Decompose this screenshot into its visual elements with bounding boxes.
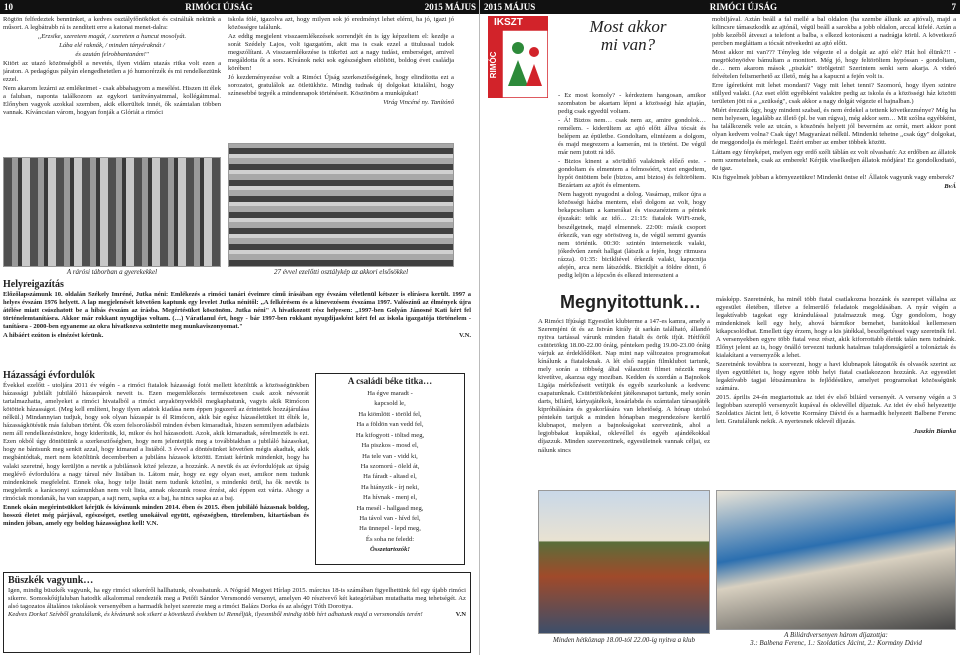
ikszt-logo — [488, 16, 548, 98]
song-line: ,,Erzsike, szeretem magát, / szeretem a huncut mosolyát. — [37, 33, 187, 41]
song-line: Lába elé raknák, / minden tányéraknát / — [59, 42, 165, 50]
paragraph: A Rimóci Ifjúsági Egyesület klubterme a 147-es kamra, amely a Szeremjéni út és az István király út sarkán található, állandó nyitva tartással várunk minden fiatalt és örök ifjút. Hétfőtől csütörtökig 18.00-22.00 óráig, pénteken pedig 19.00-23.00 óráig várjuk az érdeklődőket. Nap mint nap változatos programokat kínálunk a fiataloknak. A lét első napján filmklubot tartunk, mely során a többség által választott filmet nézzük meg kivetítve, akarzsa egy moziban. Kedden és szerdán a Bajnokok Ligája mérkőzéseit vetítjük és egyéb szurkolunk a kedvenc csapatunknak. Csütörtökönként játékesnapot tartunk, mely során darts, biliárd, kártyajátékok, kosárlabda és számtalan társasjáték kipróbálására és gyakorlására van lehetőség. A hónap utolsó péntekén tartjuk a minden hónapban megrendezésre kerülő klubnapot, melyen a bajnokságokat szervezünk, ahol a legjobbakat kupákkal, oklevéllel és egyéb ajándékokkal díjazzuk. Minden szervezettnek, egyesületnek vannak céljai, ez nálunk sincs — [538, 318, 710, 454]
paragraph: Nem akarom lezárni az emlékeimet - csak abbahagyom a mesélést. Hiszen itt élek a faluban, naponta találkozom az egykori tanítványaimmal, kollégáimmal. Előnyben vagyok azokkal szemben, akik elkerültek innét, ők számtalan többen vannak. Kíváncsian várom, hogyan fonják a Glóriát a rimóci — [3, 85, 221, 117]
correction-apology: A hibáért ezúton is elnézést kérünk. V.N. — [3, 331, 471, 339]
camp-photo — [3, 157, 221, 267]
right-page — [480, 0, 960, 655]
paragraph: 2015. április 24-én megtartottuk az idei év első biliárd versenyét. A verseny végén a 3 legjobban szereplő versenyzőt kupával és oklevéllel díjaztuk. Az idei év első helyezettje Szoldatics Jácint lett, ő követte Kormány Dávid és a harmadik helyezett Balbene Ferenc lett. Gratulálunk nekik. A nyertesnek oklevél díjazás. — [716, 394, 956, 426]
poem-line: Ha mesél - hallgasd meg, — [356, 504, 424, 512]
club-column-2 — [716, 296, 956, 486]
poem-line: Ha a földön van vedd fel, — [356, 421, 424, 429]
poem-line: Ha hívnak - menj el, — [362, 494, 417, 502]
anniversary-section — [3, 370, 309, 570]
paragraph: Láttam egy fényképet, melyen egy erdő széli táblán ez volt olvasható: Az erdőben az állatok nem szemetelnek, csak az emberek! Kérjük viselkedjen állatok módjára! Ez gondolkodtató, de igaz. — [712, 148, 956, 172]
left-page-header — [0, 0, 480, 14]
anniversary-text: Évekkel ezelőtt - utoljára 2011 év végén - a rimóci fiatalok házassági fotói mellett közöltük a közösségünkben házassági jubilált jubiláló házaspárok neveit is. Ezen megemlékezés természetesen csak azok névsorát tartalmazhatta, amelyeket a rimóci hivatalból a rimóci anyakönyvekből megkaphatunk, vagyis akik Rimócon kötöttek házasságot. (Meg kell említeni, hogy ilyen adatok kiadása nem éppen jogszerű az érintettek hozzájárulása nélkül.) Mindannyian tudjuk, hogy sok olyan házaspár is él Rimócon, akik bár egész házaséletüket itt élték le, házasságkötésük más faluban történt. Ők ezen felsorolásból minden évben kimaradtak, hiszen semmilyen adatbázis nem áll rendelkezésünkre, hogy kiderítsük, ki, mikor és hol házasodott. Azok, akik kimaradtak, sérelmezték is ezt. Ezen okból úgy döntöttünk a szerkesztőségben, hogy nem jelentetjük meg a továbbiakban a jubiláló házasokat, hogy ne bántsunk meg senkit azzal, hogy kimarad a listából. 3 évvel a döntésünket követően mégis akadtak, akik megbántódtak, mert nem közöltünk decemberben a jubiláns házasok közötti. Emiatt kérünk mindenkit, hogy ha valaki szeretné, hogy kerüljön a nevük a jubilánsok közé jelezze, a hozzánk. A nevük és az évfordulójuk az újság meglévő évfordulóra a nagy társul név listában is. Látom már, hogy ez egy olyan eset, amikor nem tudunk mindenkinek megfelelni. Ennek oka, hogy telje listát nem tudunk közölni, s mindenki örül, ha ők nevük is megjelenik a karácsonyi számunkban nem volt lista, annak okozunk rossz érzést, aki éppen ezt várta. Ahogy a rimóciak mondanák, ha van szappan, a sajt nem, sapka ez a baj, ha nincs sapka az a baj. — [3, 382, 309, 502]
memoir-column-1 — [3, 16, 221, 156]
anniversary-title: Házassági évfordulók — [3, 370, 95, 381]
memoir-column-2 — [228, 16, 454, 141]
paragraph: Kis figyelmek jobban a környezetükre! Mindenki öntse el! Állatok vagyunk vagy emberek? — [712, 173, 955, 181]
poem-line: kapcsold le, — [374, 400, 406, 408]
page-number: 7 — [951, 1, 956, 12]
paragraph: Most akkor mi van??? Tényleg ide végezte el a dolgát az ajtó elé? Hát hol élünk?!! - megrökönyödve bámultam a monitort. Még jó, hogy feltöröltem hypóssan - gondoltam, de… nem akarom mások ,,piszkát" törölgetni! Szerintem senki sem akarja. A videó felvételen felismerhető az illető, még ha a kapucni a fején volt is. — [712, 49, 956, 81]
article-signature: BvÁ — [944, 182, 956, 190]
anniversary-signature: V.N. — [146, 519, 159, 527]
logo-side-text: RIMÓC — [489, 51, 499, 79]
poem-line: Ha távol van - hívd fel, — [359, 515, 421, 523]
club-signature: Juszkin Bianka — [913, 427, 956, 435]
poem-line: Ha tele van - vidd ki, — [362, 452, 418, 460]
paragraph: - Á! Biztos nem… csak nem az, amire gondolok… remélem. - kiderültem az ajtó előtt állva tócsát és belépem az épületbe. Gondoltam, elintézem a dolgom, és majd megrezem a kamerán, mi is történt. De végül már nem jutott rá idő. — [558, 117, 706, 157]
paragraph: másképp. Szeretnénk, ha minél több fiatal csatlakozna hozzánk és szerepet vállalna az egyesület életében, illetve a felmerülő feladatok megoldásában. A nyár végén a legaktívabb tagokat egy kirándulással jutalmazzuk meg. Úgy gondolom, hogy mindenkinek kell egy hely, ahová bármikor bemehet, barátokkal kellemesen kikapcsolódhat. Emellett úgy érzem, hogy a kis játékkal, beszélgetéssel vagy szeretnék fel. A versenyekben egyre több fiatal vesz részt, akik kiforrottabb életük talán nem tudnánk. Előnyt jelent az is, hogy önálló tervezni tudunk hatalmas tulajdonságáról a tolonáztak és kialakítani a versenyzők a lehet. — [716, 296, 956, 360]
logo-text: IKSZT — [494, 17, 523, 28]
issue-date: 2015 MÁJUS — [484, 1, 536, 12]
poem-title: A családi béke titka… — [347, 376, 433, 386]
winners-photo — [716, 490, 956, 630]
club-room-photo — [538, 490, 710, 634]
paragraph: - Biztos kinent a sör/üdítő valakinek előző este. - gondoltam és elmentem a felmosóért, vizet engedtem, hypót öntöttem bele (biztos, ami biztos) és feltöröltem. Bezártam az ajtót és elmentem. — [558, 158, 706, 190]
right-page-header — [480, 0, 960, 14]
author-signature: Virág Vincéné ny. Tanítónő — [383, 99, 454, 107]
poem-line: Ha piszkos - mosd el, — [361, 442, 419, 450]
paragraph: mobiljával. Aztán beáll a fal mellé a bal oldalon (ha szembe állunk az ajtóval), majd a kilincsre támaszkodik az ajtónál, végül beáll a sarokba a jobb oldalon, arccal kifelé. Aztán a jobb kezéből átveszi a telefont a balba, s elkezd kotorászni a nadrágja körül. A következő percben megláttam a tócsát növekedni az ajtó előtt. — [712, 16, 956, 48]
paragraph: Miért érezzük úgy, hogy mindent szabad, és nem érdekel a tettenk következménye? Még ha nem helyesen, legalább az illető (pl. be van rúgva), még akkor sem… Mit szólna egyébként, ha találkoznék vele az utcán, s köszönés helyett jól beverném az orrát, mert akkor pont olyan kedvem volna? Csak úgy! Magyarázat nélkül. Mindenki tehetne ,,csak úgy" dolgokat, de meggondolja és mérlegel. Ezért ember az ember többek között. — [712, 107, 956, 147]
paragraph: Nem hagyott nyugodni a dolog. Vasárnap, mikor újra a közösségi házba mentem, első dolgom az volt, hogy bekapcsoltam a kamerákat és visszanéztem a péntek éjszakát: telik az idő… 21:15: fiatalok WiFi-znek, beszélgetnek, majd elmennek. 22:00: másik csoport érkezik, van egy sörösüveg is, de végül semmi gyanús nem történik. 00:30: szintén internetezik valaki, jókedvűen zenét hallgat (látszik a fején, hogy ritmusra rázza). 01:35: bicikliével érkezik valaki, kapucnija afején, arca nem látszódik. Bicikljét a földre dönti, ő pedig leljön a lépcsőn és elkezd intereszteni a — [558, 191, 706, 279]
paragraph: iskola fölé, igazolva azt, hogy milyen sok jó eredményt lehet elérni, ha jó, igazi jó közösségre találunk. — [228, 16, 454, 32]
poem-line: Ha kiömlött - töröld fel, — [358, 410, 422, 418]
song-line: és azután felrobbantanám!" — [75, 51, 149, 59]
poem-line: Ha égve maradt - — [367, 389, 413, 397]
correction-title: Helyreigazítás — [3, 279, 64, 290]
paragraph: Kitört az utazó közönségből a nevetés, ilyen vidám utazás ritka volt ezen a járaton. A pedagógus pályán elengedhetetlen a jó humorérzék és mi rendelkeztünk ezzel. — [3, 60, 221, 84]
paragraph: Szeretnénk továbbra is szervezni, hogy a havi klubnapok látogatók és olvasók szerint az ilyen együttlétet is, hogy egyre több helyi fiatal csatlakozzon hozzánk. Az egyesület legaktívabb tagjai létszámunkra is fejlődésükre, amelyet programokat közösségünk számára. — [716, 361, 956, 393]
poem-line: És soha ne feledd: — [365, 535, 415, 543]
club-room-caption: Minden hétköznap 18.00-tól 22.00-ig nyitva a klub — [553, 636, 695, 644]
paper-name: RIMÓCI ÚJSÁG — [709, 1, 777, 12]
paragraph: Jó kezdeményezése volt a Rimóci Újság szerkesztőségének, hogy elindította ezt a sorozatot, gratulálok az ötletükhöz. Mindig tudnak új dolgokat kitalálni, hogy színesebbé tegyék a mindennapok történéseit. Köszönöm a munkájukat! — [228, 74, 454, 98]
poem-line: Ha kifogyott - töltsd meg, — [355, 431, 425, 439]
poem-closing: Összetartozók! — [370, 546, 410, 554]
paragraph: - Ez most komoly? - kérdeztem hangosan, amikor szombaton be akartam lépni a közösségi ház ajtaján, pedig csak egyedül voltam. — [558, 92, 706, 116]
anniversary-wishes: Ennek okán megérintsükket kérjük és kívánunk minden 2014. ében és 2015. ében jubiláló házasnak boldog, hosszú életet még párjával, egészséget, esetleg unokáival együtt, egészségben, türelemben, kitartásban és minden jóban, amely egy boldog házassághoz kell! V.N. — [3, 503, 309, 527]
correction-text: Előzőlapszámunk 10. oldalán Székely Imréné, Jutka néni: Emlékezés a rimóci tanári éveimre című írásában egy évszám véletlenül kétszer is elírásra került. 1997 a helyes évszám 1976 helyett. A lap megjelenését követően kaptunk egy levelet Jutka nénitől: ,,A felkérésem és a kinevezésem évszáma 1997. Valószínű az élmények újra átélése miatt csúszhatott be a hibás évszám az írásba. Megértésüket köszönöm. Jutka néni" A hivatkozott rész helyesen: ,,1997-ben Golyán Jánosné Kati kért fel történelemtanításra. Akkor már rokkant nyugdíjas voltam. (…) Váratlanul ért, hogy - bár 1997-ben rokkant nyugdíjasként kért fel az iskola igazgatója történelem - tanításra - 2000-ben egyaneme az okra hivatkozva szüntette meg munkaviszonyomat." — [3, 291, 471, 330]
proud-wishes: Kedves Dorka! Szívből gratulálunk, és kívánunk sok sikert a következő években is! Reméljük, ilyesmiből mindig több hírt adhatunk majd a versmondás terén! V.N — [8, 611, 466, 619]
poem-line: Ha szomorú - öleld át, — [360, 462, 420, 470]
page-number: 10 — [4, 1, 13, 12]
poem-box — [315, 373, 465, 565]
paragraph: Erre ígéretként mit lehet mondani? Vagy mit lehet tenni? Szomorú, hogy ilyen szintre süllyed valaki. (Az eset előtt egyébként valakire pedig az iskola és a közösségi ház közötti területen jött rá a ,,szükség", csak akkor a nagy dolgát végezte el hajnalban.) — [712, 82, 956, 106]
proud-section — [3, 572, 471, 653]
paragraph: Rögtön felfedeztek bennünket, a kedves osztályfőnököket és csinálták nekünk a műsort. A legbátrabb rá is zendített erre a katonai menet-dalra: — [3, 16, 221, 32]
correction-section — [3, 279, 471, 367]
camp-photo-caption: A rárósi táborban a gyerekekkel — [66, 268, 158, 276]
class-photo-caption: 27 évvel ezelőtti osztálykép az akkori elsősökkel — [273, 268, 409, 276]
club-title: Megnyitottunk… — [560, 292, 701, 312]
paper-name: RIMÓCI ÚJSÁG — [185, 1, 253, 12]
poem-line: Ha fáradt - altasd el, — [363, 473, 417, 481]
article-title: Most akkor mi van? — [589, 17, 667, 54]
proud-text: Igen, mindig büszkék vagyunk, ha egy rimóci sikeréről hallhatunk, olvashatunk. A Nógrád Megyei Hírlap 2015. március 18-is számában figyelhettünk fel egy újabb rimóci sikerre. Somoskőújfaluban hatodik alkalommal rendezték meg a Petőfi Sándor Versmondó versenyt, amelyen 40 résztvevő két kategóriában mutathatta meg tehetségét. Az alsó tagozatos általános iskolások versenyében a harmadik helyet szerezte meg a rimóci Balázs Dorka és az alsógyi Tóth Dorottya. — [8, 587, 466, 611]
poem-line: Ha hiányzik - írj neki, — [360, 483, 420, 491]
proud-title: Büszkék vagyunk… — [8, 575, 94, 586]
poem-line: Ha ünnepel - lepd meg, — [359, 525, 421, 533]
issue-date: 2015 MÁJUS — [424, 1, 476, 12]
proud-signature: V.N — [455, 611, 466, 619]
class-photo — [228, 143, 454, 267]
winners-caption: A Biliárdversenyen három díjazottja: 3.: Balbena Ferenc, 1.: Szoldatics Jácint, 2.: Kormány Dávid — [750, 631, 922, 648]
club-column-1 — [538, 318, 710, 486]
correction-signature: V.N. — [459, 331, 471, 339]
paragraph: Az eddig megjelent visszaemlékezések sorrendjét én is így képzeltem el: kezdje a sorát Szédely Lajos, volt igazgatóm, akit ma is csak ezzel a titulussal tudok megszólítani. A visszaemlékezése is tükrözi azt a nagy tudást, emberséget, amivel megáldotta őt a sors. Kívánok neki sok egészségben eltöltött, boldog évet családja körében! — [228, 33, 454, 73]
poem-lines — [320, 390, 460, 544]
article-column-2 — [712, 16, 956, 294]
